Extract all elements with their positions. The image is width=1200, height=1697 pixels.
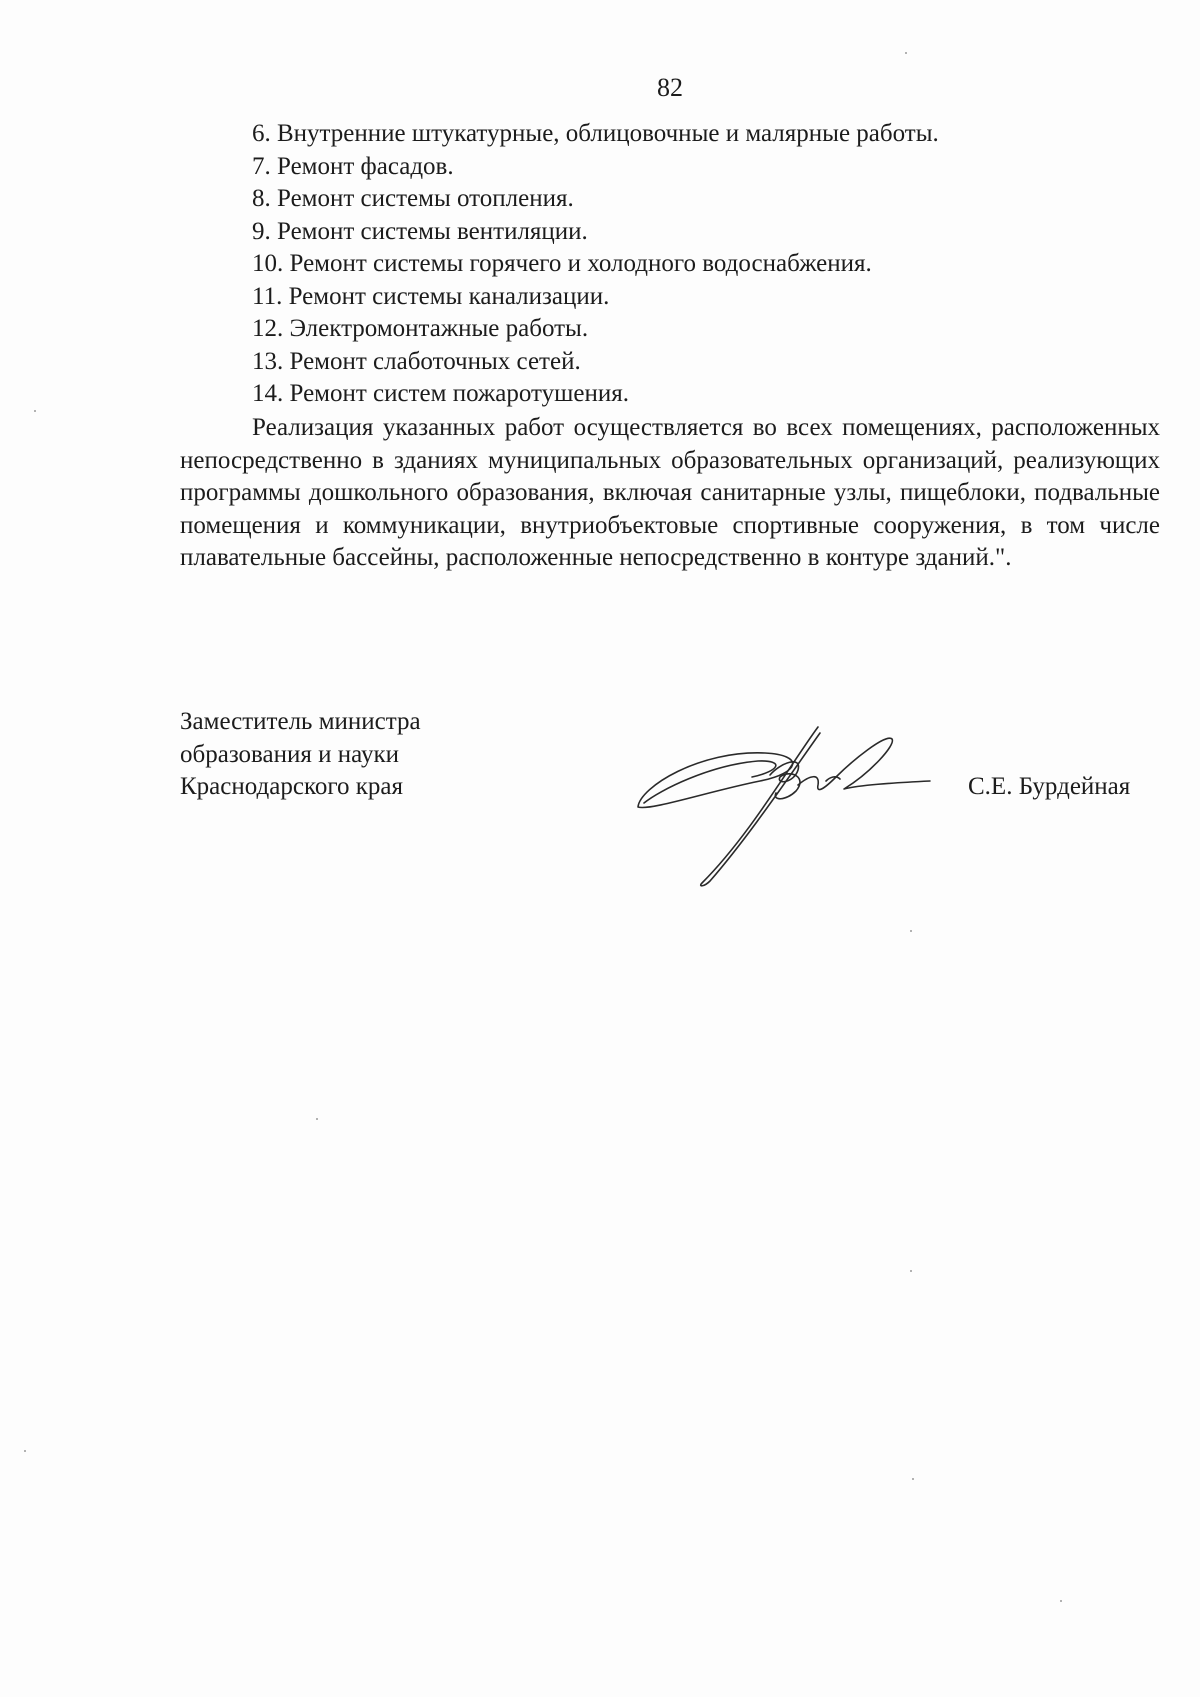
scan-speck (1060, 1600, 1062, 1602)
scan-speck (24, 1450, 26, 1452)
scan-speck (910, 1270, 912, 1272)
signature-flourish (798, 738, 930, 789)
scan-speck (910, 930, 912, 932)
scan-speck (316, 1118, 318, 1120)
list-item: 9. Ремонт системы вентиляции. (252, 217, 588, 245)
list-item: 6. Внутренние штукатурные, облицовочные и малярные работы. (252, 120, 939, 147)
list-item: 13. Ремонт слаботочных сетей. (252, 347, 581, 375)
works-list (252, 118, 939, 411)
list-item: 12. Электромонтажные работы. (252, 315, 589, 342)
list-item: 10. Ремонт системы горячего и холодного водоснабжения. (252, 250, 872, 277)
signer-title-line: Краснодарского края (180, 773, 403, 800)
handwritten-signature (630, 715, 950, 890)
signature-stem (701, 727, 820, 886)
list-item: 14. Ремонт систем пожаротушения. (252, 380, 629, 407)
scan-speck (905, 52, 907, 54)
signer-title (180, 706, 421, 804)
list-item: 7. Ремонт фасадов. (252, 152, 454, 180)
list-item: 8. Ремонт системы отопления. (252, 185, 574, 212)
page-number: 82 (657, 73, 683, 102)
signer-title-line: Заместитель министра (180, 708, 421, 735)
scan-speck (34, 410, 36, 412)
list-item: 11. Ремонт системы канализации. (252, 282, 610, 310)
signer-title-line: образования и науки (180, 740, 399, 768)
signer-name: С.Е. Бурдейная (968, 773, 1131, 800)
body-paragraph: Реализация указанных работ осуществляется во всех помещениях, расположенных непосредственно в зданиях муниципальных образовательных организаций, реализующих программы дошкольного образования, включая санитарные узлы, пищеблоки, подвальные помещения и коммуникации, внутриобъектовые спортивные сооружения, в том числе плавательные бассейны, расположенные непосредственно в контуре зданий.". (180, 414, 1160, 571)
scan-speck (912, 1478, 914, 1480)
